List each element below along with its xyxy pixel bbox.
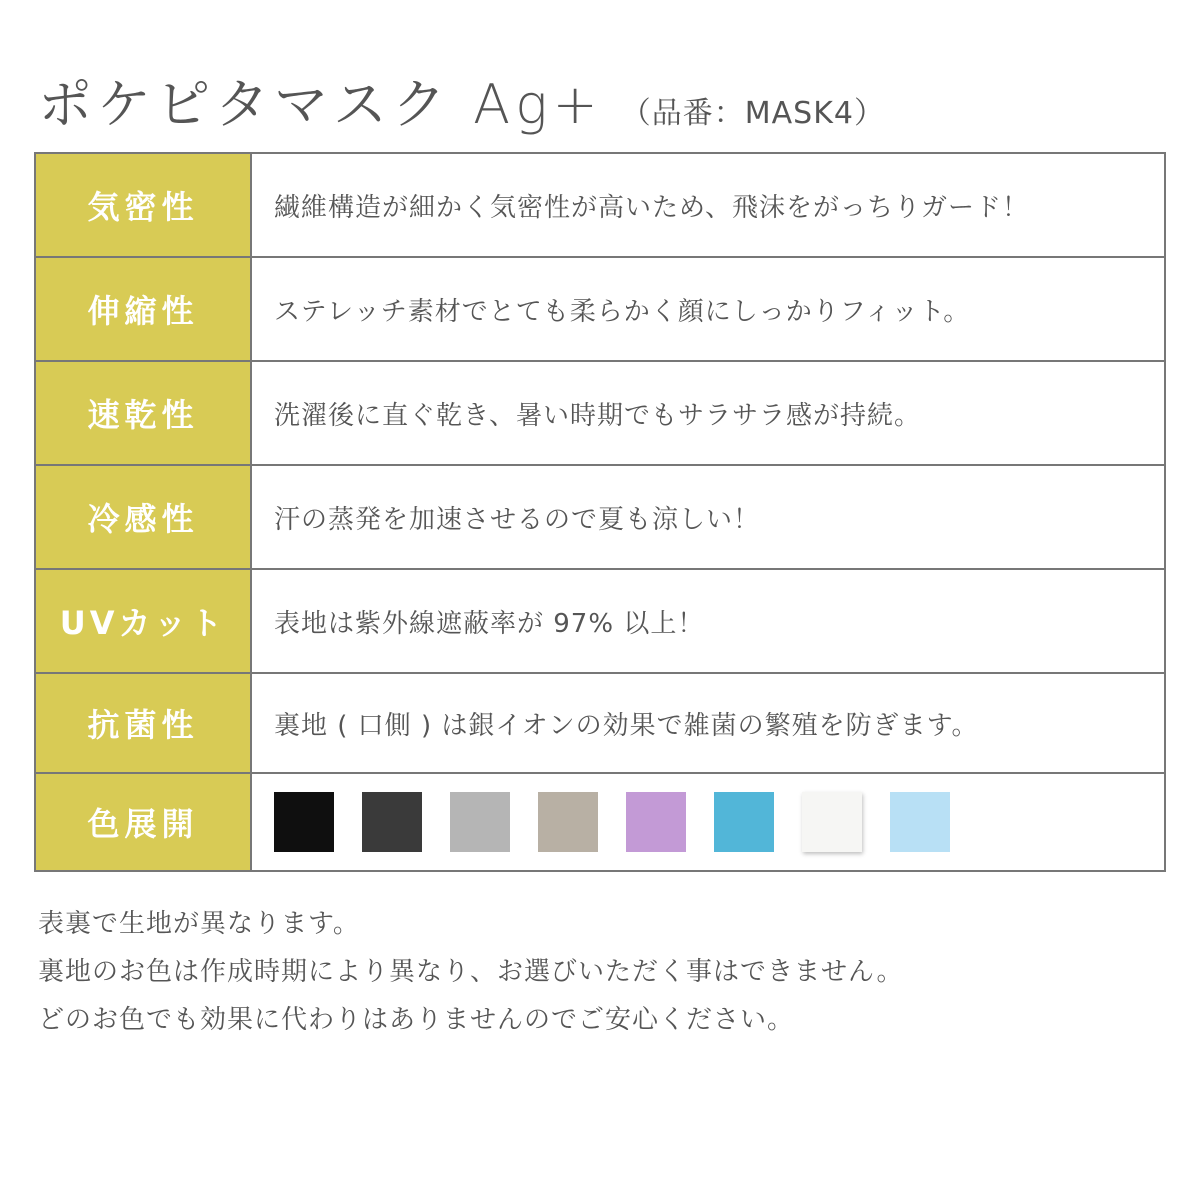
color-swatch-white [802,792,862,852]
feature-row-quickdry [35,361,1165,465]
feature-label: 色展開 [35,773,251,871]
feature-row-stretch [35,257,1165,361]
note-line: 裏地のお色は作成時期により異なり、お選びいただく事はできません。 [38,957,904,987]
feature-label: 冷感性 [35,465,251,569]
color-swatch-cell [251,773,1165,871]
feature-label: UVカット [35,569,251,673]
feature-label: 気密性 [35,153,251,257]
product-code: （品番：MASK4） [620,96,885,131]
feature-row-uv [35,569,1165,673]
feature-label: 伸縮性 [35,257,251,361]
feature-desc: 繊維構造が細かく気密性が高いため、飛沫をがっちりガード！ [251,153,1165,257]
feature-row-airtight [35,153,1165,257]
product-name: ポケピタマスク Ag+ [38,73,603,136]
feature-row-antibacterial [35,673,1165,773]
feature-row-cooling [35,465,1165,569]
color-swatch-beige [538,792,598,852]
note-line: どのお色でも効果に代わりはありませんのでご安心ください。 [38,1005,795,1035]
feature-desc: 洗濯後に直ぐ乾き、暑い時期でもサラサラ感が持続。 [251,361,1165,465]
color-swatch-charcoal [362,792,422,852]
color-swatch-turquoise [714,792,774,852]
page-title [38,62,885,142]
feature-label: 速乾性 [35,361,251,465]
color-swatch-lavender [626,792,686,852]
feature-desc: ステレッチ素材でとても柔らかく顔にしっかりフィット。 [251,257,1165,361]
color-swatch-black [274,792,334,852]
color-swatch-light-blue [890,792,950,852]
note-line: 表裏で生地が異なります。 [38,909,360,939]
feature-desc: 汗の蒸発を加速させるので夏も涼しい！ [251,465,1165,569]
feature-table [34,152,1166,872]
feature-desc: 表地は紫外線遮蔽率が 97% 以上！ [251,569,1165,673]
feature-row-colors [35,773,1165,871]
feature-label: 抗菌性 [35,673,251,773]
feature-desc: 裏地 ( 口側 ) は銀イオンの効果で雑菌の繁殖を防ぎます。 [251,673,1165,773]
color-swatch-gray [450,792,510,852]
color-swatch-list [274,792,1164,852]
notes [38,900,904,1044]
